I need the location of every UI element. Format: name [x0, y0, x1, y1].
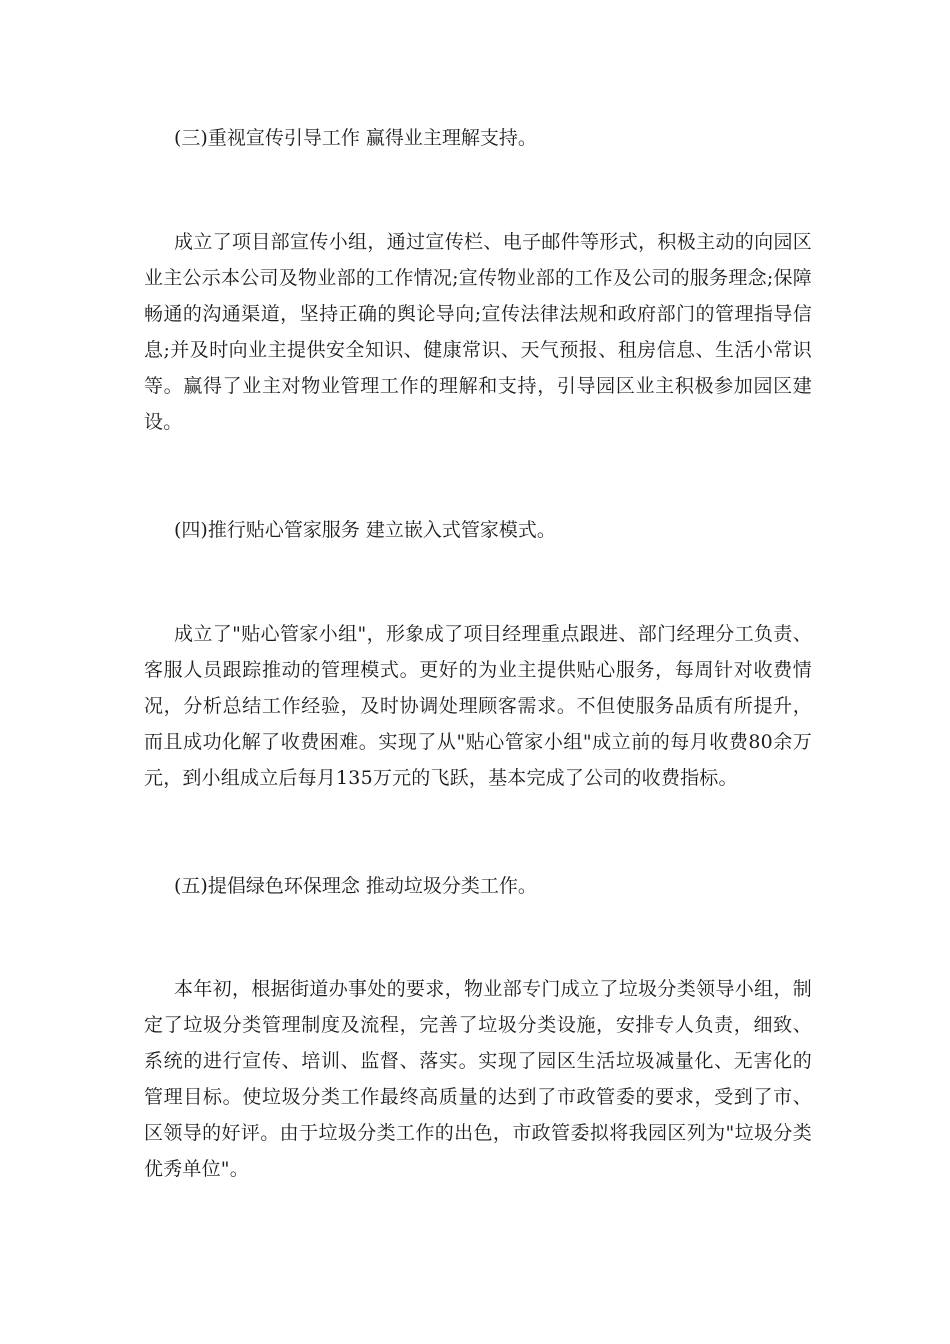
- section-paragraph-3: 成立了项目部宣传小组，通过宣传栏、电子邮件等形式，积极主动的向园区业主公示本公司及物业部的工作情况;宣传物业部的工作及公司的服务理念;保障畅通的沟通渠道，坚持正确的舆论导向;宣传法律法规和政府部门的管理指导信息;并及时向业主提供安全知识、健康常识、天气预报、租房信息、生活小常识等。赢得了业主对物业管理工作的理解和支持，引导园区业主积极参加园区建设。: [144, 231, 812, 433]
- section-heading-3: (三)重视宣传引导工作 赢得业主理解支持。: [174, 127, 537, 149]
- section-heading-5: (五)提倡绿色环保理念 推动垃圾分类工作。: [174, 875, 537, 897]
- section-heading-4: (四)推行贴心管家服务 建立嵌入式管家模式。: [174, 519, 556, 541]
- section-paragraph-4: 成立了"贴心管家小组"，形象成了项目经理重点跟进、部门经理分工负责、客服人员跟踪推动的管理模式。更好的为业主提供贴心服务，每周针对收费情况，分析总结工作经验，及时协调处理顾客需求。不但使服务品质有所提升，而且成功化解了收费困难。实现了从"贴心管家小组"成立前的每月收费80余万元，到小组成立后每月135万元的飞跃，基本完成了公司的收费指标。: [144, 623, 812, 789]
- section-paragraph-5: 本年初，根据街道办事处的要求，物业部专门成立了垃圾分类领导小组，制定了垃圾分类管理制度及流程，完善了垃圾分类设施，安排专人负责，细致、系统的进行宣传、培训、监督、落实。实现了园区生活垃圾减量化、无害化的管理目标。使垃圾分类工作最终高质量的达到了市政管委的要求，受到了市、区领导的好评。由于垃圾分类工作的出色，市政管委拟将我园区列为"垃圾分类优秀单位"。: [144, 978, 812, 1180]
